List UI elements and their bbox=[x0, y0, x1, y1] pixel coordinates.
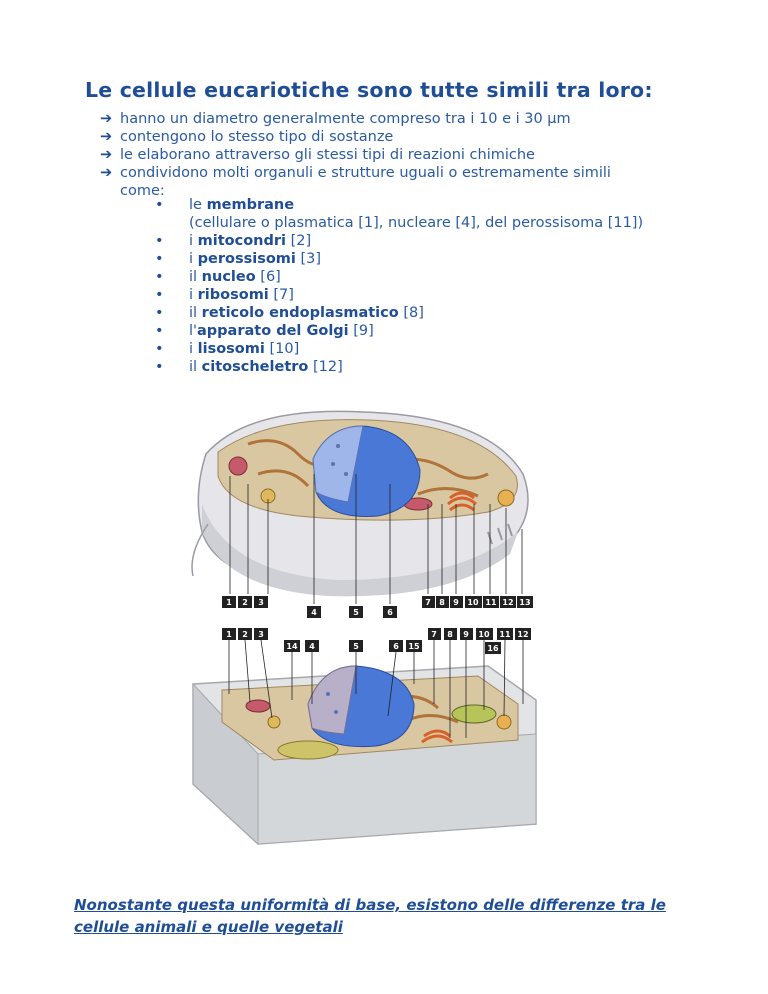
list-item: • il reticolo endoplasmatico [8] bbox=[155, 305, 424, 321]
list-item: • i mitocondri [2] bbox=[155, 233, 312, 249]
label-13: 13 bbox=[519, 598, 531, 607]
label-4: 4 bbox=[311, 608, 317, 617]
list-item: • i lisosomi [10] bbox=[155, 341, 300, 357]
mitochondrion bbox=[229, 457, 247, 475]
list-item: ➔ contengono lo stesso tipo di sostanze bbox=[100, 129, 394, 145]
label-6: 6 bbox=[387, 608, 393, 617]
label-16: 16 bbox=[487, 644, 499, 653]
caption-link[interactable]: Nonostante questa uniformità di base, esistono delle differenze tra le cellule animali e quelle vegetali bbox=[74, 896, 666, 936]
label-14: 14 bbox=[286, 642, 298, 651]
cell-diagram bbox=[188, 404, 538, 874]
bullet-icon: • bbox=[155, 251, 164, 267]
arrow-icon: ➔ bbox=[100, 165, 113, 181]
list-item: • le membrane bbox=[155, 197, 295, 213]
nuclear-pore bbox=[344, 472, 348, 476]
bullet-icon: • bbox=[155, 323, 164, 339]
label-4: 4 bbox=[309, 642, 315, 651]
label-9: 9 bbox=[453, 598, 459, 607]
label-5: 5 bbox=[353, 608, 359, 617]
nuclear-pore bbox=[336, 444, 340, 448]
arrow-icon: ➔ bbox=[100, 147, 113, 163]
label-1: 1 bbox=[226, 598, 232, 607]
bullet-icon: • bbox=[155, 269, 164, 285]
label-2: 2 bbox=[242, 630, 248, 639]
list-item: • il nucleo [6] bbox=[155, 269, 281, 285]
label-8: 8 bbox=[447, 630, 453, 639]
animal-cell-illustration bbox=[192, 411, 528, 596]
lysosome bbox=[497, 715, 511, 729]
label-10: 10 bbox=[478, 630, 490, 639]
label-3: 3 bbox=[258, 598, 264, 607]
organelle-list bbox=[155, 196, 643, 376]
label-2: 2 bbox=[242, 598, 248, 607]
vacuole bbox=[278, 741, 338, 759]
list-item: ➔ hanno un diametro generalmente compreso tra i 10 e i 30 µm bbox=[100, 111, 571, 127]
animal-label-row bbox=[222, 596, 533, 618]
label-6: 6 bbox=[393, 642, 399, 651]
list-item: • il citoscheletro [12] bbox=[155, 359, 343, 375]
bullet-icon: • bbox=[155, 233, 164, 249]
label-11: 11 bbox=[499, 630, 511, 639]
nuclear-pore bbox=[331, 462, 335, 466]
list-item: ➔ condividono molti organuli e strutture uguali o estremamente simili come: bbox=[100, 165, 611, 199]
label-12: 12 bbox=[517, 630, 529, 639]
label-7: 7 bbox=[425, 598, 431, 607]
nuclear-pore bbox=[326, 692, 330, 696]
label-7: 7 bbox=[431, 630, 437, 639]
bullet-icon: • bbox=[155, 287, 164, 303]
nuclear-pore bbox=[334, 710, 338, 714]
arrow-icon: ➔ bbox=[100, 111, 113, 127]
label-5: 5 bbox=[353, 642, 359, 651]
lysosome bbox=[498, 490, 514, 506]
list-item: • i perossisomi [3] bbox=[155, 251, 322, 267]
label-3: 3 bbox=[258, 630, 264, 639]
label-9: 9 bbox=[463, 630, 469, 639]
bullet-icon: • bbox=[155, 305, 164, 321]
list-item: ➔ le elaborano attraverso gli stessi tipi di reazioni chimiche bbox=[100, 147, 535, 163]
label-15: 15 bbox=[408, 642, 420, 651]
label-10: 10 bbox=[467, 598, 479, 607]
label-1: 1 bbox=[226, 630, 232, 639]
bullet-icon: • bbox=[155, 359, 164, 375]
label-8: 8 bbox=[439, 598, 445, 607]
list-item: • l'apparato del Golgi [9] bbox=[155, 323, 374, 339]
bullet-icon: • bbox=[155, 197, 164, 213]
list-item-note: (cellulare o plasmatica [1], nucleare [4], del perossisoma [11]) bbox=[189, 215, 644, 231]
bullet-icon: • bbox=[155, 341, 164, 357]
characteristics-list bbox=[100, 110, 660, 200]
peroxisome bbox=[268, 716, 280, 728]
arrow-icon: ➔ bbox=[100, 129, 113, 145]
label-11: 11 bbox=[485, 598, 497, 607]
label-12: 12 bbox=[502, 598, 514, 607]
chloroplast bbox=[452, 705, 496, 723]
list-item: • i ribosomi [7] bbox=[155, 287, 294, 303]
plant-cell-illustration bbox=[193, 666, 536, 844]
page-title: Le cellule eucariotiche sono tutte simili tra loro: bbox=[85, 78, 653, 102]
plant-label-row bbox=[222, 628, 531, 654]
